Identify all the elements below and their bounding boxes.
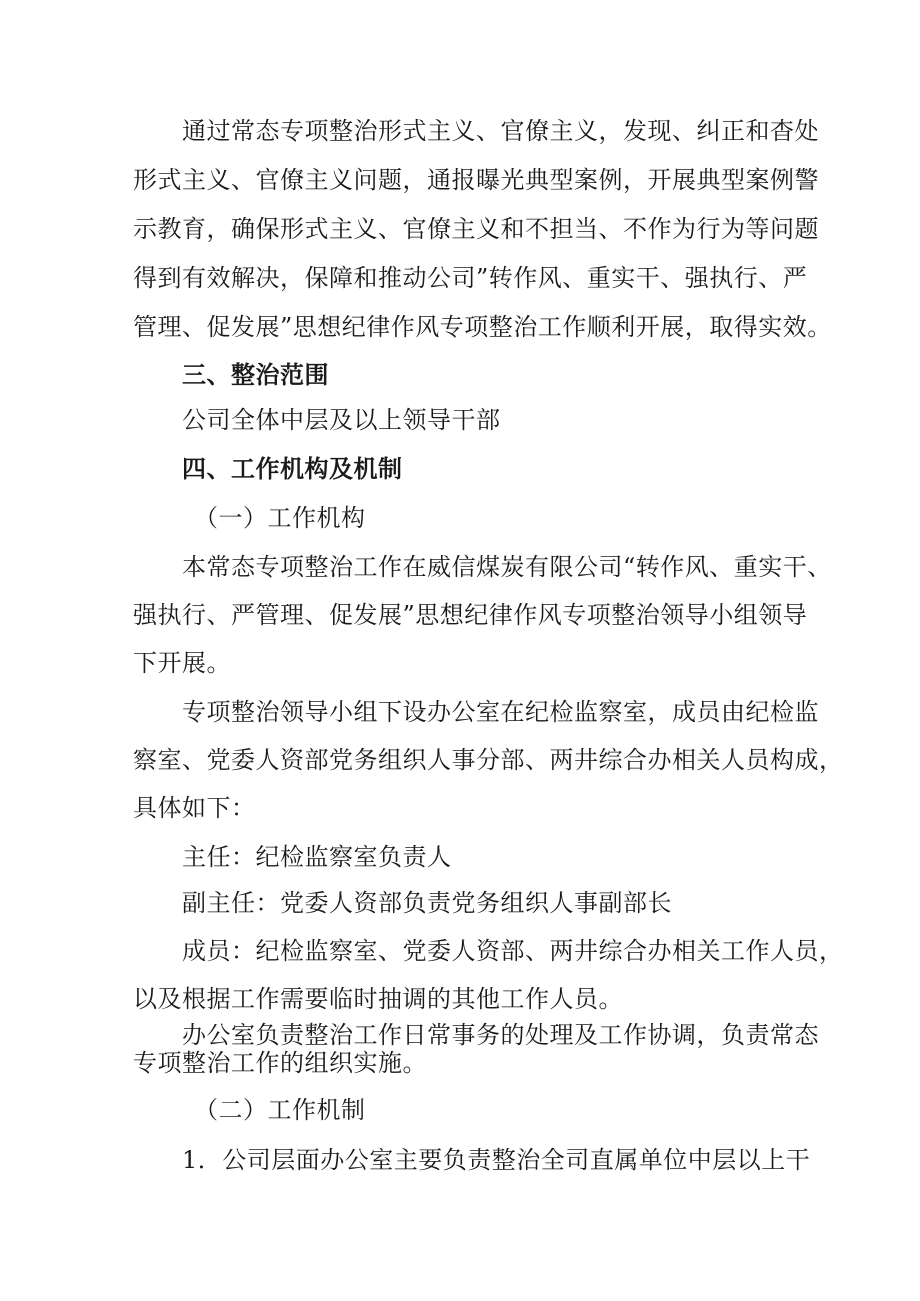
- subsection-1-heading: （一）工作机构: [194, 504, 366, 532]
- director-line: 主任：纪检监察室负责人: [182, 843, 452, 871]
- paragraph-2-line-2: 强执行、严管理、促发展”思想纪律作风专项整治领导小组领导: [133, 601, 808, 629]
- section-3-body: 公司全体中层及以上领导干部: [182, 406, 501, 434]
- members-line-2: 以及根据工作需要临时抽调的其他工作人员。: [133, 985, 623, 1013]
- paragraph-3-line-1: 专项整治领导小组下设办公室在纪检监察室，成员由纪检监: [182, 698, 819, 726]
- paragraph-1-line-5: 管理、促发展”思想纪律作风专项整治工作顺利开展，取得实效。: [133, 313, 832, 341]
- paragraph-3-line-3: 具体如下：: [133, 794, 256, 822]
- paragraph-2-line-1: 本常态专项整治工作在威信煤炭有限公司“转作风、重实干、: [182, 553, 832, 581]
- section-3-heading: 三、整治范围: [182, 361, 329, 389]
- members-line-1: 成员：纪检监察室、党委人资部、两井综合办相关工作人员，: [182, 937, 844, 965]
- section-4-heading: 四、工作机构及机制: [182, 455, 403, 483]
- office-duty-line-2: 专项整治工作的组织实施。: [133, 1049, 427, 1077]
- paragraph-1-line-2: 形式主义、官僚主义问题，通报曝光典型案例，开展典型案例警: [133, 166, 819, 194]
- paragraph-1-line-4: 得到有效解决，保障和推动公司”转作风、重实干、强执行、严: [133, 264, 808, 292]
- paragraph-3-line-2: 察室、党委人资部党务组织人事分部、两井综合办相关人员构成，: [133, 746, 844, 774]
- subsection-2-heading: （二）工作机制: [194, 1096, 366, 1124]
- item-1-line: 1．公司层面办公室主要负责整治全司直属单位中层以上干: [182, 1146, 811, 1174]
- deputy-director-line: 副主任：党委人资部负责党务组织人事副部长: [182, 889, 672, 917]
- paragraph-1-line-3: 示教育，确保形式主义、官僚主义和不担当、不作为行为等问题: [133, 215, 819, 243]
- paragraph-1-line-1: 通过常态专项整治形式主义、官僚主义，发现、纠正和杳处: [182, 117, 819, 145]
- paragraph-2-line-3: 下开展。: [133, 649, 231, 677]
- office-duty-line-1: 办公室负责整治工作日常事务的处理及工作协调，负责常态: [182, 1021, 819, 1049]
